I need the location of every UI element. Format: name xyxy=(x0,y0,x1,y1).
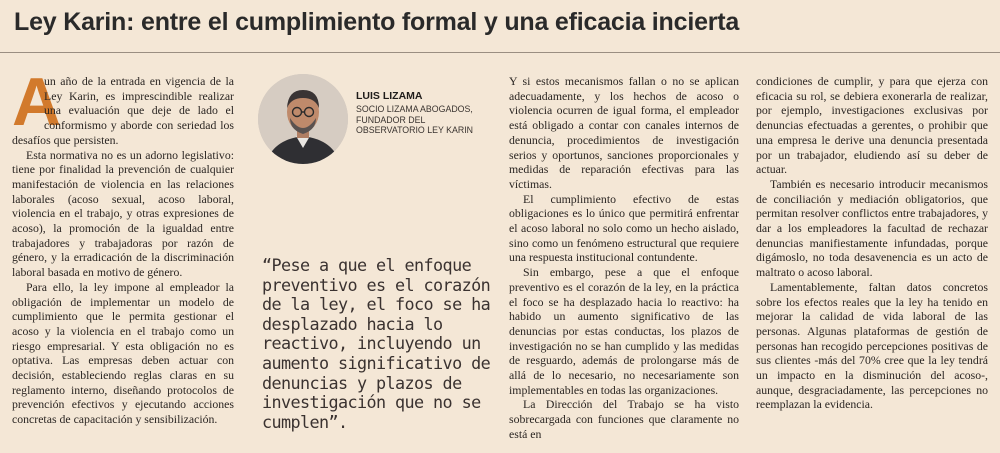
paragraph: La Dirección del Trabajo se ha visto sobrecargada con funciones que claramente no está en xyxy=(509,397,739,441)
paragraph: A un año de la entrada en vigencia de la Ley Karin, es imprescindible realizar una evaluación que deje de lado el conformismo y aborde con seriedad los desafíos que persisten. xyxy=(12,64,234,147)
paragraph: condiciones de cumplir, y para que ejerza con eficacia su rol, se debiera exonerarla de realizar, por ejemplo, investigaciones exclusivas por denuncias efectuadas a gerentes, o prohibir que una empresa le derive una denuncia presentada por un trabajador, eludiendo así su deber de actuar. xyxy=(756,74,988,177)
paragraph: Lamentablemente, faltan datos concretos sobre los efectos reales que la ley ha tenido en mejorar la calidad de vida laboral de las personas. Algunas plataformas de gestión de personas han recogido percepciones positivas de sus clientes -más del 70% cree que la ley tendrá un impacto en la disminución del acoso-, aunque, desgraciadamente, las percepciones no reemplazan la evidencia. xyxy=(756,279,988,412)
pull-quote: “Pese a que el enfoque preventivo es el corazón de la ley, el foco se ha desplazado hacia lo reactivo, incluyendo un aumento significativo de denuncias y plazos de investigación que no se cumplen”. xyxy=(262,255,491,432)
author-block xyxy=(356,90,476,136)
headline-divider xyxy=(0,52,1000,53)
author-portrait-icon xyxy=(258,74,348,164)
author-name: LUIS LIZAMA xyxy=(356,90,423,102)
column-3 xyxy=(509,74,739,442)
headline: Ley Karin: entre el cumplimiento formal y una eficacia incierta xyxy=(14,8,740,36)
paragraph: Y si estos mecanismos fallan o no se aplican adecuadamente, y los hechos de acoso o violencia ocurren de igual forma, el empleador está obligado a contar con canales internos de denuncia, procedimientos de investigación serios y oportunos, sanciones proporcionales y medidas de reparación efectivas para las víctimas. xyxy=(509,74,739,191)
paragraph: Sin embargo, pese a que el enfoque preventivo es el corazón de la ley, en la práctica el foco se ha desplazado hacia lo reactivo: ha habido un aumento significativo de las denuncias por estas conductas, los plazos de investigación no se han cumplido y las medidas de resguardo, además de prolongarse más de allá de lo necesario, no necesariamente son implementables en todas las organizaciones. xyxy=(509,265,739,397)
drop-cap: A xyxy=(12,64,62,140)
author-photo xyxy=(258,74,348,164)
column-4 xyxy=(756,74,988,412)
paragraph: El cumplimiento efectivo de estas obligaciones es lo único que permitirá enfrentar el acoso laboral no solo como un hecho aislado, sino como un fenómeno estructural que requiere una respuesta institucional contundente. xyxy=(509,191,739,265)
paragraph: Para ello, la ley impone al empleador la obligación de implementar un modelo de cumplimiento que le permita gestionar el acoso y la violencia en el trabajo como un riesgo empresarial. Y esta obligación no es optativa. Las empresas deben actuar con decisión, estableciendo reglas claras en su reglamento interno, diseñando protocolos de prevención efectivos y ejecutando acciones concretas de capacitación y sensibilización. xyxy=(12,279,234,427)
paragraph: También es necesario introducir mecanismos de conciliación y mediación obligatorios, que permitan resolver conflictos entre trabajadores, y dar a los empleadores la facultad de rechazar denuncias manifiestamente infundadas, porque digámoslo, no toda desavenencia es un acto de maltrato o acoso laboral. xyxy=(756,176,988,280)
author-role: SOCIO LIZAMA ABOGADOS, FUNDADOR DEL OBSERVATORIO LEY KARIN xyxy=(356,104,474,135)
paragraph: Esta normativa no es un adorno legislativo: tiene por finalidad la prevención de cualquier manifestación de violencia en las relaciones laborales (acoso sexual, acoso laboral, violencia en el trabajo, y otras expresiones de acoso), la promoción de la igualdad entre trabajadores y trabajadoras por razón de género, y la erradicación de la discriminación laboral basada en motivo de género. xyxy=(12,147,234,280)
column-1 xyxy=(12,64,234,427)
